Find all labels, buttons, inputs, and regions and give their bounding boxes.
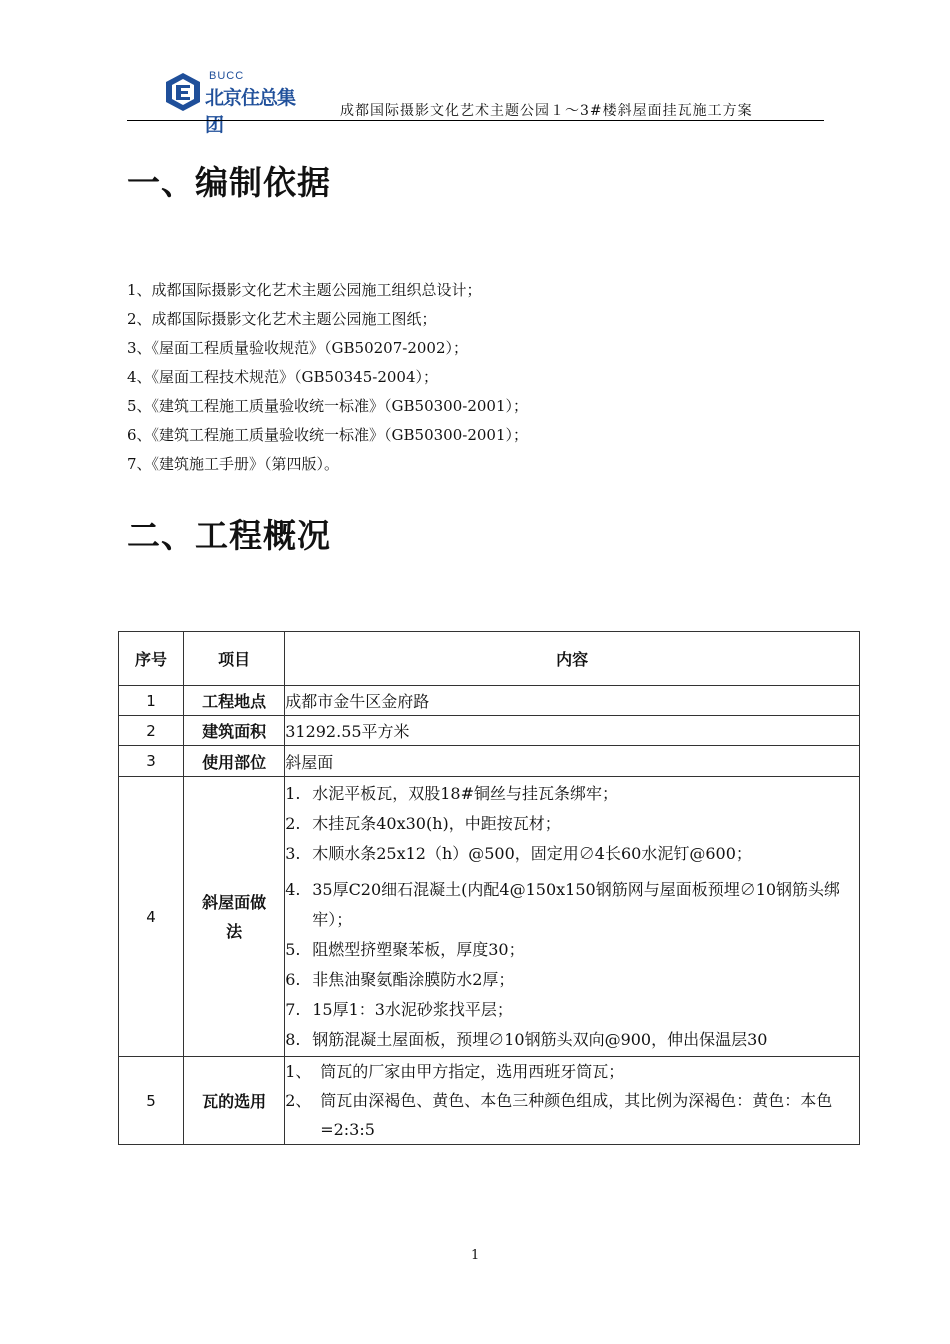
basis-item: 6、《建筑工程施工质量验收统一标准》（GB50300-2001）； — [127, 426, 529, 444]
row-no: 1 — [119, 686, 184, 716]
basis-item: 7、《建筑施工手册》（第四版）。 — [127, 455, 340, 473]
row-no: 4 — [119, 777, 184, 1057]
table-row — [119, 1057, 860, 1145]
page-number: 1 — [471, 1248, 480, 1263]
list-item: 2. 木挂瓦条40x30(h)，中距按瓦材； — [285, 813, 561, 833]
section-title-overview: 二、工程概况 — [127, 516, 331, 555]
header-divider — [127, 120, 824, 121]
list-item: 3. 木顺水条25x12（h）@500，固定用∅4长60水泥钉@600； — [285, 843, 752, 863]
logo-cn-text: 北京住总集团 — [205, 87, 296, 136]
roof-method-list — [285, 779, 859, 1055]
basis-item: 3、《屋面工程质量验收规范》（GB50207-2002）； — [127, 339, 469, 357]
row-content: 31292.55平方米 — [285, 716, 860, 746]
tile-selection-list — [285, 1057, 859, 1144]
row-no: 3 — [119, 746, 184, 777]
document-header-title: 成都国际摄影文化艺术主题公园１～3#楼斜屋面挂瓦施工方案 — [340, 103, 753, 119]
row-content: 成都市金牛区金府路 — [285, 686, 860, 716]
header-content: 内容 — [285, 632, 860, 686]
table-row — [119, 686, 860, 716]
section-title-basis: 一、编制依据 — [127, 163, 331, 202]
basis-item: 1、成都国际摄影文化艺术主题公园施工组织总设计； — [127, 281, 482, 299]
row-content — [285, 1057, 860, 1145]
project-overview-table — [118, 631, 860, 1145]
row-item: 建筑面积 — [184, 716, 285, 746]
list-item: 7. 15厚1：3水泥砂浆找平层； — [285, 999, 513, 1019]
row-no: 2 — [119, 716, 184, 746]
list-item: 4. 35厚C20细石混凝土(内配4@150x150钢筋网与屋面板预埋∅10钢筋头绑牢）； — [285, 879, 841, 929]
basis-item: 5、《建筑工程施工质量验收统一标准》（GB50300-2001）； — [127, 397, 529, 415]
company-logo — [165, 70, 305, 136]
table-row — [119, 746, 860, 777]
row-item: 使用部位 — [184, 746, 285, 777]
header-item: 项目 — [184, 632, 285, 686]
list-item: 5. 阻燃型挤塑聚苯板，厚度30； — [285, 939, 525, 959]
table-header-row — [119, 632, 860, 686]
row-no: 5 — [119, 1057, 184, 1145]
basis-item: 4、《屋面工程技术规范》（GB50345-2004）； — [127, 368, 439, 386]
list-item: 8. 钢筋混凝土屋面板，预埋∅10钢筋头双向@900，伸出保温层30 — [285, 1029, 768, 1049]
basis-item: 2、成都国际摄影文化艺术主题公园施工图纸； — [127, 310, 437, 328]
logo-en-text: BUCC — [209, 70, 245, 82]
list-item: 1. 水泥平板瓦，双股18#铜丝与挂瓦条绑牢； — [285, 783, 618, 803]
list-item: 6. 非焦油聚氨酯涂膜防水2厚； — [285, 969, 515, 989]
row-item: 斜屋面做法 — [184, 777, 285, 1057]
bucc-logo-icon — [165, 72, 201, 112]
header-no: 序号 — [119, 632, 184, 686]
basis-list — [127, 276, 528, 479]
list-item: 2、 筒瓦由深褐色、黄色、本色三种颜色组成，其比例为深褐色：黄色：本色=2:3:5 — [285, 1091, 833, 1139]
table-row — [119, 716, 860, 746]
row-content: 斜屋面 — [285, 746, 860, 777]
row-item: 瓦的选用 — [184, 1057, 285, 1145]
row-content — [285, 777, 860, 1057]
table-row — [119, 777, 860, 1057]
row-item: 工程地点 — [184, 686, 285, 716]
list-item: 1、 筒瓦的厂家由甲方指定，选用西班牙筒瓦； — [285, 1062, 625, 1081]
